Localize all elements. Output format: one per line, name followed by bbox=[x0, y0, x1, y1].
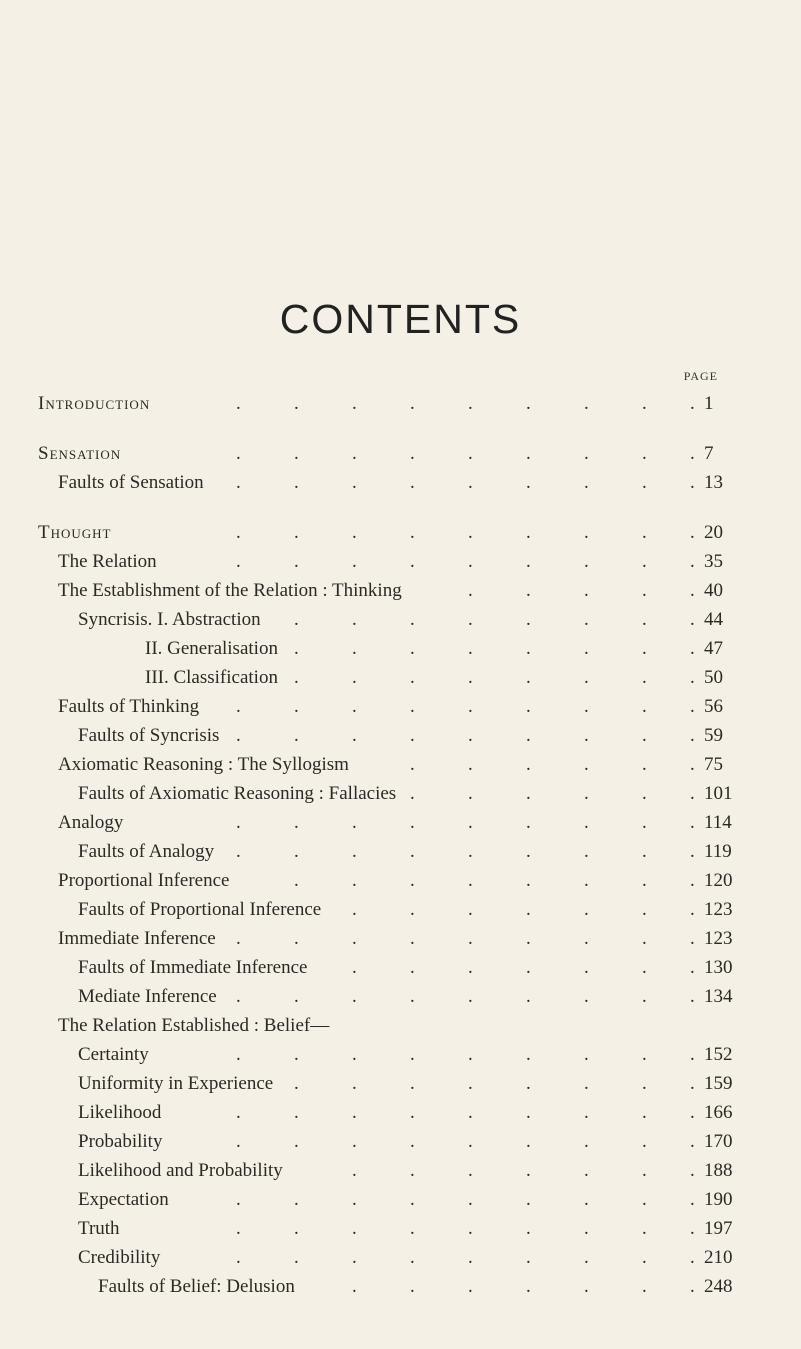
toc-entry: The Establishment of the Relation : Thinking . . . . . 40 bbox=[0, 576, 801, 606]
toc-page-number: 35 bbox=[704, 551, 723, 572]
toc-page-number: 75 bbox=[704, 754, 723, 775]
toc-entry: The Relation . . . . . . . . . 35 bbox=[0, 547, 801, 577]
toc-entry-title: Probability bbox=[78, 1131, 163, 1152]
toc-entry: Sensation . . . . . . . . . 7 bbox=[0, 439, 801, 469]
toc-page-number: 152 bbox=[704, 1044, 733, 1065]
toc-page-number: 114 bbox=[704, 812, 732, 833]
page-title: CONTENTS bbox=[279, 296, 522, 342]
toc-page-number: 44 bbox=[704, 609, 723, 630]
toc-entry-title: Faults of Axiomatic Reasoning : Fallacies bbox=[78, 783, 397, 804]
toc-entry: Probability . . . . . . . . . 170 bbox=[0, 1127, 801, 1157]
toc-page-number: 123 bbox=[704, 928, 733, 949]
toc-page-number: 120 bbox=[704, 870, 733, 891]
toc-entry-title: Axiomatic Reasoning : The Syllogism bbox=[58, 754, 349, 775]
toc-page-number: 1 bbox=[704, 393, 714, 414]
toc-page-number: 134 bbox=[704, 986, 733, 1007]
toc-entry-title: Certainty bbox=[78, 1044, 149, 1065]
page-column-label: PAGE bbox=[683, 369, 718, 383]
toc-page-number: 20 bbox=[704, 522, 723, 543]
toc-entry: Faults of Thinking . . . . . . . . . 56 bbox=[0, 692, 801, 722]
toc-entry-title: Truth bbox=[78, 1218, 120, 1239]
toc-entry-title: Introduction bbox=[38, 393, 151, 414]
toc-entry-title: Faults of Sensation bbox=[58, 472, 204, 493]
toc-entry-title: Credibility bbox=[78, 1247, 161, 1268]
toc-entry-title: Expectation bbox=[78, 1189, 169, 1210]
toc-entry: Analogy . . . . . . . . . 114 bbox=[0, 808, 801, 838]
toc-entry: Faults of Belief: Delusion . . . . . . . 248 bbox=[0, 1272, 801, 1302]
toc-page-number: 166 bbox=[704, 1102, 733, 1123]
toc-page-number: 210 bbox=[704, 1247, 733, 1268]
toc-entry-title: The Relation bbox=[58, 551, 157, 572]
toc-entry: Likelihood and Probability . . . . . . . 188 bbox=[0, 1156, 801, 1186]
toc-entry-title: III. Classification bbox=[145, 667, 278, 688]
toc-page-number: 101 bbox=[704, 783, 733, 804]
toc-page-number: 197 bbox=[704, 1218, 733, 1239]
toc-page-number: 7 bbox=[704, 443, 714, 464]
toc-entry bbox=[0, 1011, 801, 1041]
toc-entry: Faults of Sensation . . . . . . . . . 13 bbox=[0, 468, 801, 498]
toc-entry: Faults of Axiomatic Reasoning : Fallacies . . . . . . 101 bbox=[0, 779, 801, 809]
toc-entry-title: Thought bbox=[38, 522, 112, 543]
toc-entry: Faults of Analogy . . . . . . . . . 119 bbox=[0, 837, 801, 867]
toc-page-number: 188 bbox=[704, 1160, 733, 1181]
toc-page-number: 190 bbox=[704, 1189, 733, 1210]
toc-page-number: 248 bbox=[704, 1276, 733, 1297]
toc-entry-title: II. Generalisation bbox=[145, 638, 278, 659]
toc-entry: Faults of Proportional Inference . . . . . . . 123 bbox=[0, 895, 801, 925]
toc-entry-title: Proportional Inference bbox=[58, 870, 230, 891]
toc-page-number: 40 bbox=[704, 580, 723, 601]
toc-page-number: 56 bbox=[704, 696, 723, 717]
toc-page-number: 59 bbox=[704, 725, 723, 746]
toc-entry-title: The Relation Established : Belief— bbox=[58, 1015, 330, 1036]
toc-entry-title: Faults of Proportional Inference bbox=[78, 899, 322, 920]
toc-entry-title: Uniformity in Experience bbox=[78, 1073, 274, 1094]
toc-page-number: 119 bbox=[704, 841, 732, 862]
toc-entry: Proportional Inference . . . . . . . . 120 bbox=[0, 866, 801, 896]
toc-entry: Syncrisis. I. Abstraction . . . . . . . . 44 bbox=[0, 605, 801, 635]
toc-entry-title: The Establishment of the Relation : Thinking bbox=[58, 580, 402, 601]
toc-page-number: 159 bbox=[704, 1073, 733, 1094]
toc-entry: Expectation . . . . . . . . . 190 bbox=[0, 1185, 801, 1215]
toc-entry-title: Faults of Belief: Delusion bbox=[98, 1276, 295, 1297]
toc-entry-title: Faults of Syncrisis bbox=[78, 725, 220, 746]
toc-entry: III. Classification . . . . . . . . 50 bbox=[0, 663, 801, 693]
toc-entry: Axiomatic Reasoning : The Syllogism . . . . . . 75 bbox=[0, 750, 801, 780]
toc-entry-title: Faults of Thinking bbox=[58, 696, 200, 717]
toc-entry-title: Likelihood bbox=[78, 1102, 162, 1123]
toc-entry-title: Analogy bbox=[58, 812, 124, 833]
toc-entry: Mediate Inference . . . . . . . . . 134 bbox=[0, 982, 801, 1012]
toc-page-number: 47 bbox=[704, 638, 723, 659]
toc-entry-title: Immediate Inference bbox=[58, 928, 216, 949]
toc-entry: II. Generalisation . . . . . . . . 47 bbox=[0, 634, 801, 664]
toc-entry: Uniformity in Experience . . . . . . . . 159 bbox=[0, 1069, 801, 1099]
toc-entry: Likelihood . . . . . . . . . 166 bbox=[0, 1098, 801, 1128]
toc-entry: Immediate Inference . . . . . . . . . 123 bbox=[0, 924, 801, 954]
toc-page-number: 123 bbox=[704, 899, 733, 920]
toc-entry: Certainty . . . . . . . . . 152 bbox=[0, 1040, 801, 1070]
toc-entry: Faults of Immediate Inference . . . . . . . 130 bbox=[0, 953, 801, 983]
toc-page-number: 130 bbox=[704, 957, 733, 978]
toc-entry-title: Syncrisis. I. Abstraction bbox=[78, 609, 261, 630]
toc-page-number: 50 bbox=[704, 667, 723, 688]
toc-entry: Introduction . . . . . . . . . 1 bbox=[0, 389, 801, 419]
toc-page-number: 170 bbox=[704, 1131, 733, 1152]
toc-entry-title: Faults of Immediate Inference bbox=[78, 957, 308, 978]
toc-entry-title: Mediate Inference bbox=[78, 986, 217, 1007]
toc-entry-title: Sensation bbox=[38, 443, 122, 464]
toc-entry: Truth . . . . . . . . . 197 bbox=[0, 1214, 801, 1244]
toc-entry: Thought . . . . . . . . . 20 bbox=[0, 518, 801, 548]
toc-entry: Faults of Syncrisis . . . . . . . . . 59 bbox=[0, 721, 801, 751]
toc-page-number: 13 bbox=[704, 472, 723, 493]
toc-entry: Credibility . . . . . . . . . 210 bbox=[0, 1243, 801, 1273]
toc-entry-title: Likelihood and Probability bbox=[78, 1160, 283, 1181]
toc-entry-title: Faults of Analogy bbox=[78, 841, 215, 862]
